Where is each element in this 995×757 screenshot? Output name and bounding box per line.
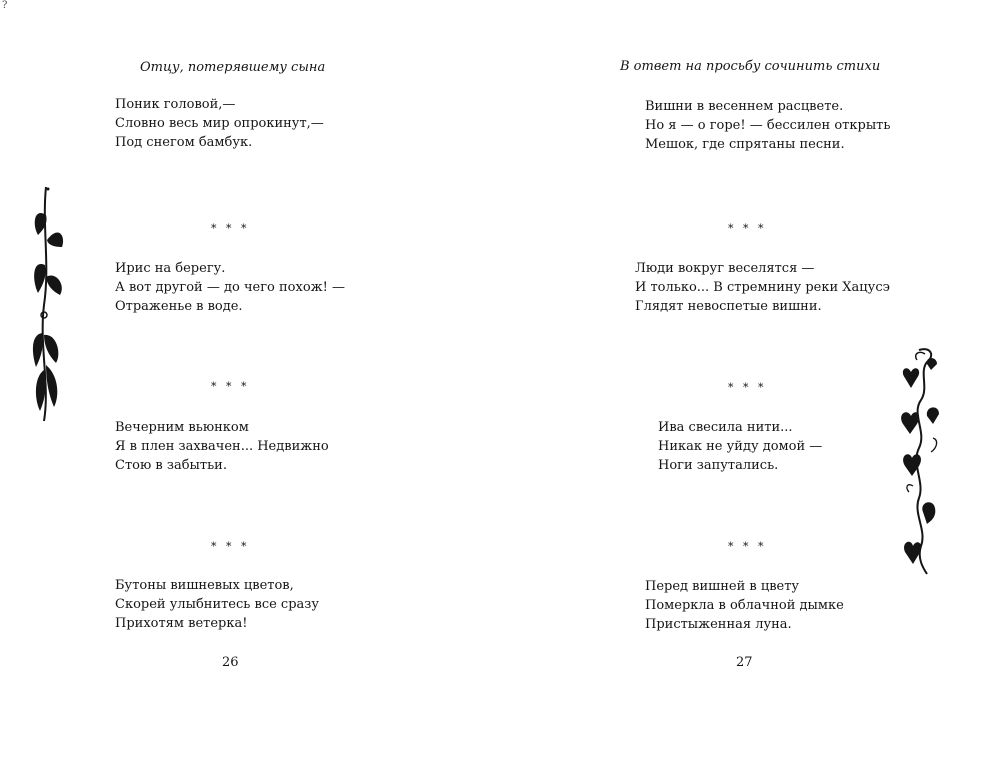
page-number-right: 27 <box>736 655 753 670</box>
verse-line: Под снегом бамбук. <box>115 135 253 150</box>
verse-line: Люди вокруг веселятся — <box>635 261 815 276</box>
verse-line: И только... В стремнину реки Хацусэ <box>635 280 890 295</box>
verse-line: Мешок, где спрятаны песни. <box>645 137 845 152</box>
verse-line: Пристыженная луна. <box>645 617 792 632</box>
stanza <box>115 259 345 316</box>
stanza-separator: * * * <box>211 540 250 553</box>
verse-line: Поник головой,— <box>115 97 236 112</box>
verse-line: Померкла в облачной дымке <box>645 598 844 613</box>
verse-line: Никак не уйду домой — <box>658 439 823 454</box>
poem-title-right: В ответ на просьбу сочинить стихи <box>620 59 881 74</box>
stanza <box>115 576 319 633</box>
stanza-separator: * * * <box>728 381 767 394</box>
ivy-vine-ornament <box>897 342 947 582</box>
stanza <box>115 95 324 152</box>
stanza <box>645 577 844 634</box>
verse-line: А вот другой — до чего похож! — <box>115 280 345 295</box>
stray-mark: ? <box>2 0 8 11</box>
stanza <box>658 418 822 475</box>
verse-line: Ноги запутались. <box>658 458 779 473</box>
right-page <box>497 0 995 757</box>
stanza-separator: * * * <box>728 222 767 235</box>
verse-line: Ирис на берегу. <box>115 261 226 276</box>
verse-line: Стою в забытьи. <box>115 458 227 473</box>
stanza <box>635 259 890 316</box>
stanza-separator: * * * <box>211 222 250 235</box>
verse-line: Бутоны вишневых цветов, <box>115 578 294 593</box>
verse-line: Глядят невоспетые вишни. <box>635 299 822 314</box>
verse-line: Ива свесила нити... <box>658 420 793 435</box>
verse-line: Прихотям ветерка! <box>115 616 248 631</box>
verse-line: Вечерним вьюнком <box>115 420 249 435</box>
poem-title-left: Отцу, потерявшему сына <box>140 60 326 75</box>
stanza-separator: * * * <box>728 540 767 553</box>
verse-line: Словно весь мир опрокинут,— <box>115 116 324 131</box>
stanza-separator: * * * <box>211 380 250 393</box>
verse-line: Но я — о горе! — бессилен открыть <box>645 118 891 133</box>
willow-branch-ornament <box>26 185 70 425</box>
stanza <box>115 418 329 475</box>
page-number-left: 26 <box>222 655 239 670</box>
verse-line: Перед вишней в цвету <box>645 579 800 594</box>
verse-line: Вишни в весеннем расцвете. <box>645 99 844 114</box>
stanza <box>645 97 890 154</box>
verse-line: Скорей улыбнитесь все сразу <box>115 597 320 612</box>
left-page <box>0 0 497 757</box>
verse-line: Отраженье в воде. <box>115 299 243 314</box>
verse-line: Я в плен захвачен... Недвижно <box>115 439 329 454</box>
